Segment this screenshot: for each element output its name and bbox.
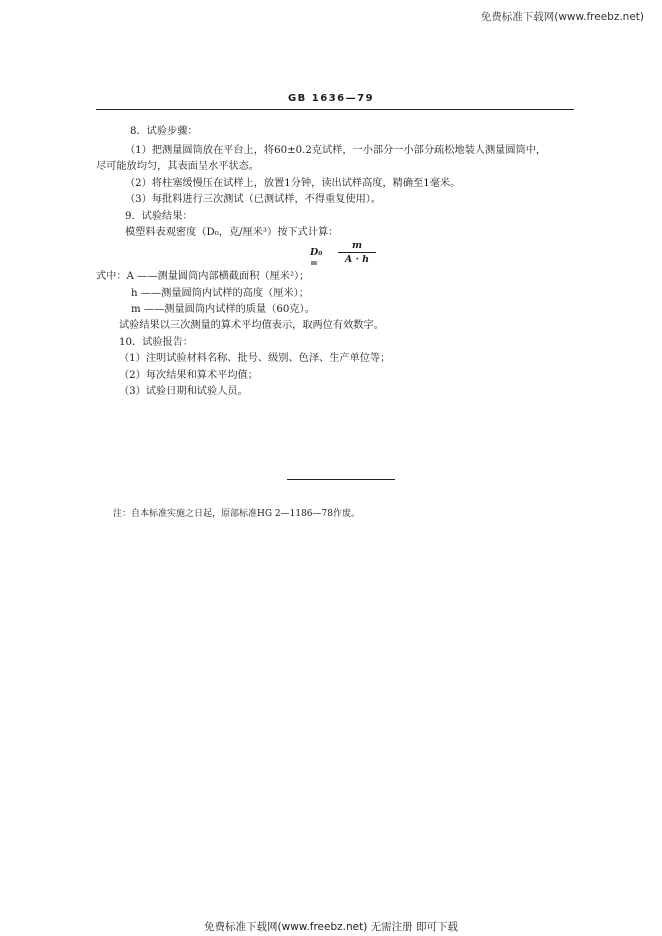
section-10-item-1: （1）注明试验材料名称、批号、级别、色泽、生产单位等； (119, 353, 391, 364)
formula-lhs: D₀ = (310, 247, 323, 269)
section-9-title: 9．试验结果： (125, 211, 193, 222)
watermark-bottom: 免费标准下载网(www.freebz.net) 无需注册 即可下载 (204, 921, 458, 933)
section-10-item-2: （2）每次结果和算术平均值； (119, 370, 258, 381)
fraction-bar (338, 252, 376, 253)
header-rule (96, 109, 574, 110)
formula-numerator: m (351, 240, 363, 251)
section-9-result-statement: 试验结果以三次测量的算术平均值表示，取两位有效数字。 (119, 320, 384, 331)
section-8-step-2: （2）将柱塞缓慢压在试样上，放置1分钟，读出试样高度，精确至1毫米。 (125, 178, 461, 189)
section-8-step-3: （3）每批料进行三次测试（已测试样，不得重复使用）。 (125, 194, 382, 205)
formula-denominator: A · h (344, 254, 370, 265)
formula-fraction (338, 240, 376, 265)
watermark-top: 免费标准下载网(www.freebz.net) (480, 11, 644, 23)
section-10-title: 10．试验报告： (119, 337, 194, 348)
section-8-title: 8．试验步骤： (130, 126, 198, 137)
standard-code-header: GB 1636—79 (287, 93, 375, 104)
end-of-standard-rule (287, 479, 395, 480)
section-8-step-1: （1）把测量圆筒放在平台上，将60±0.2克试样，一小部分一小部分疏松地装人测量圆筒中， (125, 145, 547, 156)
variable-m-definition: m ——测量圆筒内试样的质量（60克）。 (131, 304, 315, 315)
section-9-intro: 模塑料表观密度（D₀，克/厘米³）按下式计算： (125, 227, 339, 238)
section-10-item-3: （3）试验日期和试验人员。 (119, 386, 248, 397)
variable-h-definition: h ——测量圆筒内试样的高度（厘米）； (131, 288, 309, 299)
footnote: 注：自本标准实施之日起，原部标准HG 2—1186—78作废。 (113, 509, 360, 519)
section-8-step-1-cont: 尽可能放均匀，其表面呈水平状态。 (96, 161, 259, 172)
variable-a-definition: 式中：A ——测量圆筒内部横截面积（厘米²）； (96, 271, 310, 282)
